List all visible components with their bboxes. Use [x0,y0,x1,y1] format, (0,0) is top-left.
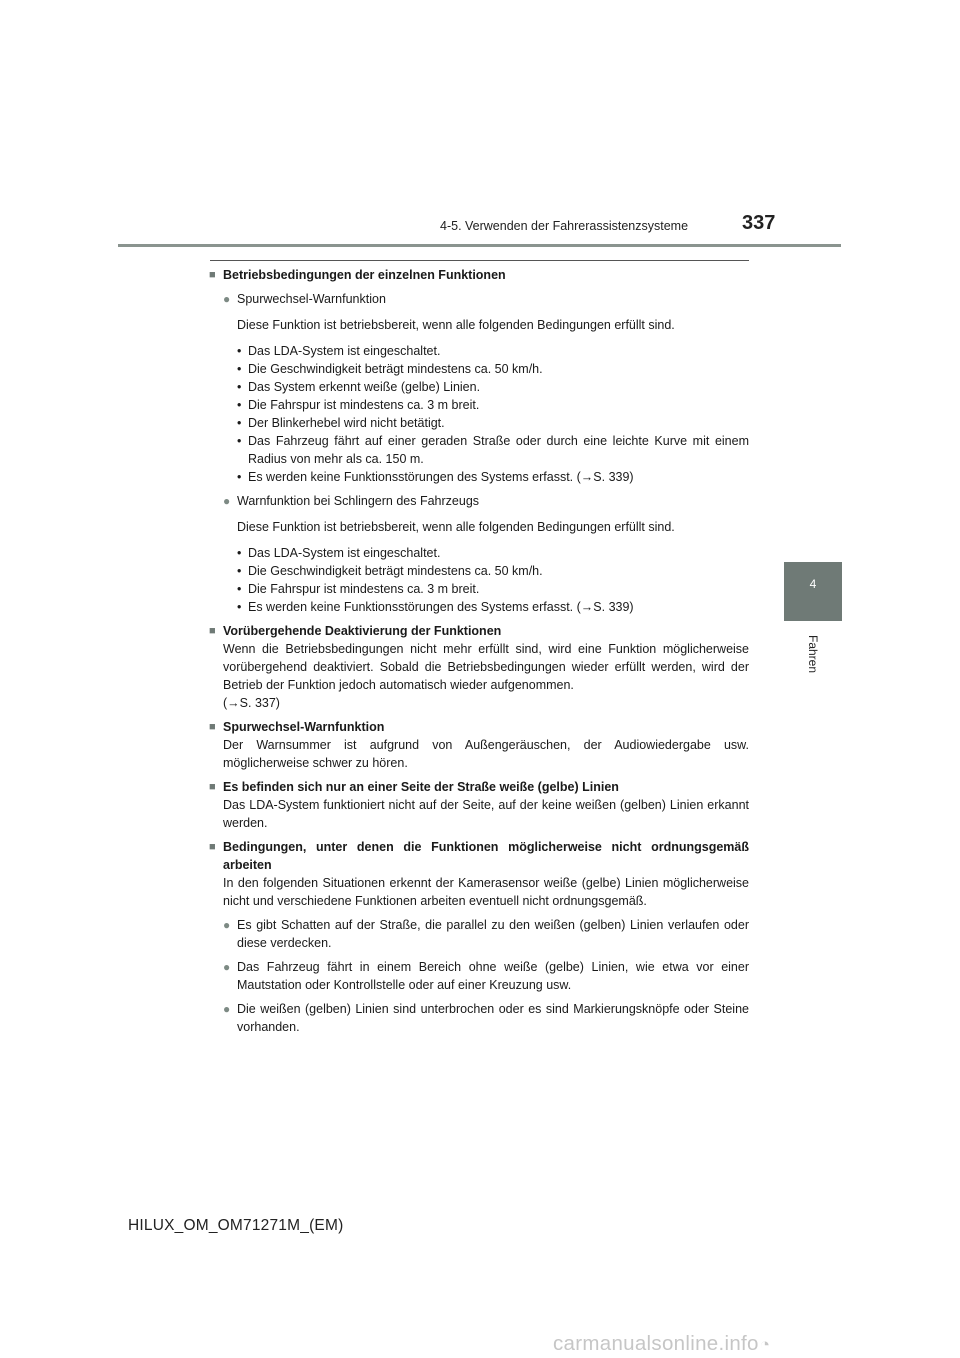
watermark: carmanualsonline.info◔ [553,1332,771,1355]
page-reference: (→S. 337) [223,696,280,710]
list-item: • Das LDA-System ist eingeschaltet. [237,344,441,358]
chapter-tab [784,562,842,621]
list-item: • Es werden keine Funktionsstörungen des Systems erfasst. (→S. 339) [237,470,634,484]
list-item: ● Die weißen (gelben) Linien sind unterbrochen oder es sind Markierungsknöpfe oder Steine vorhanden. [223,1002,749,1034]
section-heading: ■ Vorübergehende Deaktivierung der Funktionen [209,624,502,638]
list-item: • Die Geschwindigkeit beträgt mindestens ca. 50 km/h. [237,362,543,376]
list-item: • Die Geschwindigkeit beträgt mindestens ca. 50 km/h. [237,564,543,578]
condition-list [223,544,749,616]
list-item: • Das LDA-System ist eingeschaltet. [237,546,441,560]
document-code: HILUX_OM_OM71271M_(EM) [128,1217,344,1234]
chapter-label [784,624,842,684]
section-paragraph: In den folgenden Situationen erkennt der Kamerasensor weiße (gelbe) Linien möglicherweise nicht und verschiedene Funktionen arbeiten eventuell nicht ordnungsgemäß. [223,876,749,908]
square-bullet-icon: ■ [209,721,216,733]
list-item: ● Warnfunktion bei Schlingern des Fahrzeugs Diese Funktion ist betriebsbereit, wenn alle folgenden Bedingungen erfüllt sind. • Das LDA-System ist eingeschaltet. • Die Geschwindigkeit beträgt mindestens ca. 50 km/h. • Die Fahrspur ist mindestens ca. 3 m breit. • Es werden keine Funktionsstörungen des Systems erfasst. (→S. 339) [223,492,749,616]
circle-bullet-icon: ● [223,292,231,306]
square-bullet-icon: ■ [209,841,216,853]
section-one-side-lines [209,778,749,832]
item-body: Diese Funktion ist betriebsbereit, wenn alle folgenden Bedingungen erfüllt sind. [237,520,675,534]
section-heading: ■ Bedingungen, unter denen die Funktionen möglicherweise nicht ordnungsgemäß arbeiten [209,840,749,872]
list-item: ● Es gibt Schatten auf der Straße, die parallel zu den weißen (gelben) Linien verlaufen oder diese verdecken. [223,918,749,950]
square-bullet-icon: ■ [209,781,216,793]
list-item: • Das System erkennt weiße (gelbe) Linien. [237,380,481,394]
section-paragraph: Das LDA-System funktioniert nicht auf der Seite, auf der keine weißen (gelben) Linien erkannt werden. [223,798,749,830]
section-operating-conditions [209,266,749,616]
chapter-tab-number: 4 [809,577,817,591]
section-paragraph: Der Warnsummer ist aufgrund von Außengeräuschen, der Audiowiedergabe usw. möglicherweise schwer zu hören. [223,738,749,770]
watermark-logo-icon: ◔ [759,1335,771,1354]
section-heading: ■ Es befinden sich nur an einer Seite der Straße weiße (gelbe) Linien [209,780,619,794]
section-paragraph: Wenn die Betriebsbedingungen nicht mehr erfüllt sind, wird eine Funktion möglicherweise vorübergehend deaktiviert. Sobald die Betriebsbedingungen wieder erfüllt werden, wird der Betrieb der Funktion jedoch automatisch wieder aufgenommen. (→S. 337) [223,642,749,710]
list-item: • Der Blinkerhebel wird nicht betätigt. [237,416,445,430]
section-lane-departure-warning [209,718,749,772]
section-malfunction-conditions [209,838,749,1036]
circle-bullet-icon: ● [223,494,231,508]
page-number: 337 [742,212,776,234]
section-temporary-deactivation [209,622,749,712]
list-item: • Das Fahrzeug fährt auf einer geraden Straße oder durch eine leichte Kurve mit einem Radius von mehr als ca. 150 m. [237,434,749,466]
content-rule [210,260,749,261]
condition-list [223,342,749,486]
item-body: Diese Funktion ist betriebsbereit, wenn alle folgenden Bedingungen erfüllt sind. [237,318,675,332]
running-header-section: 4-5. Verwenden der Fahrerassistenzsysteme [440,219,689,233]
section-heading: ■ Betriebsbedingungen der einzelnen Funktionen [209,268,506,282]
list-item: ● Spurwechsel-Warnfunktion Diese Funktion ist betriebsbereit, wenn alle folgenden Bedingungen erfüllt sind. • Das LDA-System ist eingeschaltet. • Die Geschwindigkeit beträgt mindestens ca. 50 km/h. • Das System erkennt weiße (gelbe) Linien. • Die Fahrspur ist mindestens ca. 3 m breit. • Der Blinkerhebel wird nicht betätigt. • Das Fahrzeug fährt auf einer geraden Straße oder durch eine leichte Kurve mit einem Radius von mehr als ca. 150 m. • Es werden keine Funktionsstörungen des Systems erfasst. (→S. 339) [223,292,749,484]
circle-bullet-icon: ● [223,960,231,974]
circle-bullet-icon: ● [223,918,231,932]
list-item: • Es werden keine Funktionsstörungen des Systems erfasst. (→S. 339) [237,600,634,614]
circle-bullet-icon: ● [223,1002,231,1016]
list-item: • Die Fahrspur ist mindestens ca. 3 m breit. [237,398,480,412]
section-heading: ■ Spurwechsel-Warnfunktion [209,720,385,734]
list-item: • Die Fahrspur ist mindestens ca. 3 m breit. [237,582,480,596]
chapter-label-text: Fahren [806,634,820,674]
list-item: ● Das Fahrzeug fährt in einem Bereich ohne weiße (gelbe) Linien, wie etwa vor einer Mautstation oder Kontrollstelle oder auf einer Kreuzung usw. [223,960,749,992]
page-content [209,266,749,1042]
header-rule [118,244,841,247]
square-bullet-icon: ■ [209,269,216,281]
square-bullet-icon: ■ [209,625,216,637]
